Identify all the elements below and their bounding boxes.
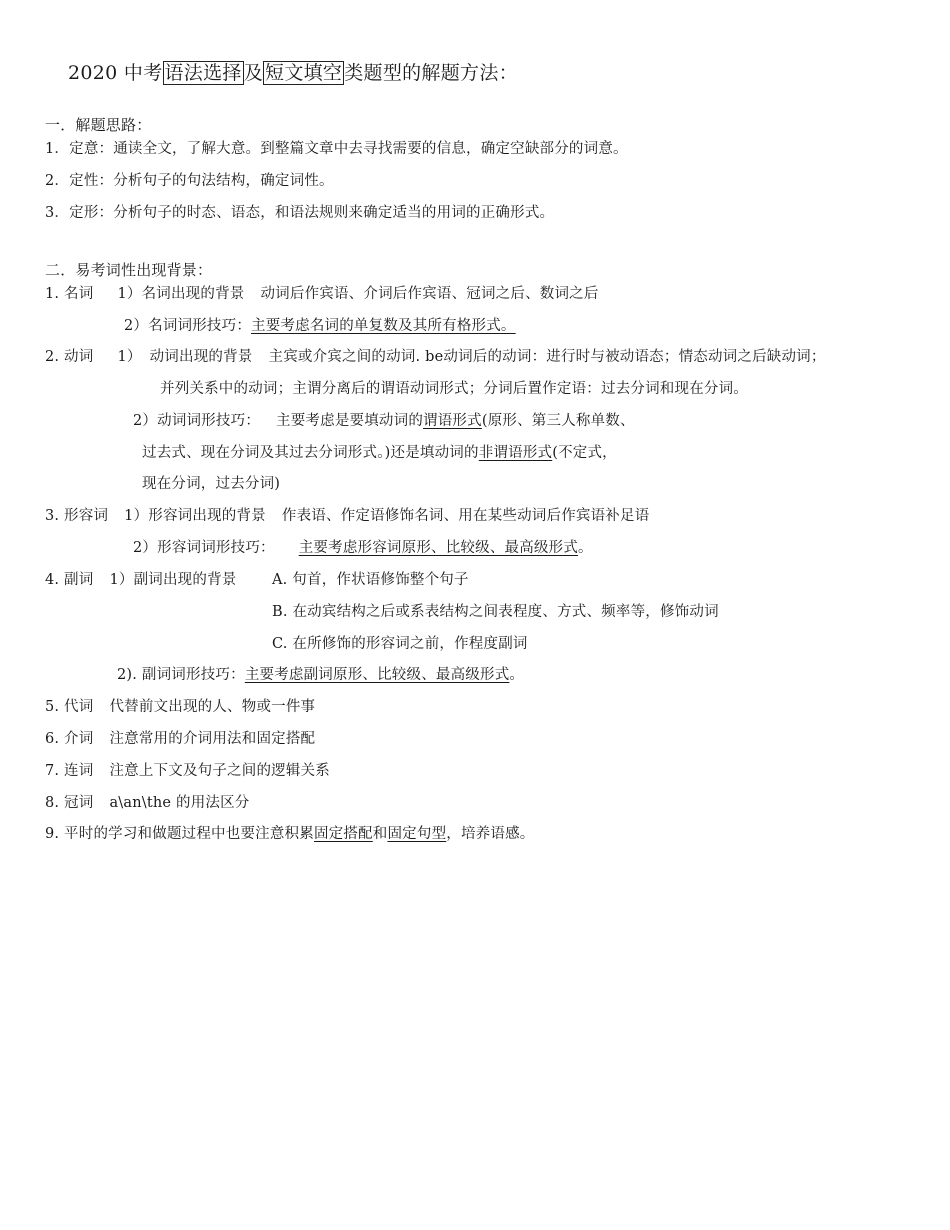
verb-tip-predicate: 谓语形式 bbox=[423, 413, 482, 429]
page-title bbox=[68, 60, 518, 86]
adv-tip-text: 主要考虑副词原形、比较级、最高级形式 bbox=[244, 667, 510, 683]
pron-line bbox=[45, 697, 315, 717]
final-note-e: ，培养语感。 bbox=[446, 826, 535, 842]
noun-bg-label: 1）名词出现的背景 bbox=[117, 286, 245, 302]
verb-bg-label2: 动词出现的背景 bbox=[149, 349, 253, 365]
final-note-collocation: 固定搭配 bbox=[313, 826, 373, 842]
adv-option-c: C. 在所修饰的形容词之前，作程度副词 bbox=[272, 636, 528, 652]
verb-tip-line-2 bbox=[142, 443, 617, 463]
article-line bbox=[45, 793, 250, 813]
prep-text: 注意常用的介词用法和固定搭配 bbox=[109, 731, 316, 747]
adv-bg-label: 1）副词出现的背景 bbox=[109, 572, 237, 588]
adj-bg-text: 作表语、作定语修饰名词、用在某些动词后作宾语补足语 bbox=[281, 508, 650, 524]
verb-tip-line bbox=[133, 411, 635, 431]
pron-text: 代替前文出现的人、物或一件事 bbox=[109, 699, 316, 715]
section1-heading: 一．解题思路： bbox=[45, 116, 152, 134]
adj-bg-label: 1）形容词出现的背景 bbox=[124, 508, 266, 524]
final-note-line bbox=[45, 824, 534, 844]
adj-tip-line bbox=[133, 538, 593, 558]
verb-tip-c: (原形、第三人称单数、 bbox=[481, 413, 635, 429]
verb-tip-line2-a: 过去式、现在分词及其过去分词形式。)还是填动词的 bbox=[142, 445, 479, 461]
adv-option-b: B. 在动宾结构之后或系表结构之间表程度、方式、频率等，修饰动词 bbox=[272, 604, 719, 620]
adj-background-line bbox=[45, 506, 649, 526]
adv-tip-end: 。 bbox=[509, 667, 525, 683]
verb-background-line bbox=[45, 347, 826, 367]
verb-tip-a: 主要考虑是要填动词的 bbox=[276, 413, 424, 429]
noun-background-line bbox=[45, 284, 599, 304]
section1-item-2: 2．定性：分析句子的句法结构，确定词性。 bbox=[45, 173, 334, 189]
adj-label: 3. 形容词 bbox=[45, 508, 109, 524]
verb-tip-nonpredicate: 非谓语形式 bbox=[478, 445, 553, 461]
adv-tip-line bbox=[117, 665, 524, 685]
prep-line bbox=[45, 729, 315, 749]
verb-tip-line-3: 现在分词，过去分词) bbox=[142, 476, 281, 492]
pron-label: 5. 代词 bbox=[45, 699, 94, 715]
article-text: a\an\the 的用法区分 bbox=[109, 795, 250, 811]
title-mid: 及 bbox=[243, 62, 264, 84]
title-suffix: 类题型的解题方法： bbox=[344, 62, 518, 84]
final-note-a: 9. 平时的学习和做题过程中也要注意积累 bbox=[45, 826, 314, 842]
noun-bg-text: 动词后作宾语、介词后作宾语、冠词之后、数词之后 bbox=[260, 286, 599, 302]
title-boxed-cloze: 短文填空 bbox=[265, 62, 343, 84]
section2-heading: 二．易考词性出现背景： bbox=[45, 261, 213, 279]
verb-tip-label: 2）动词词形技巧： bbox=[133, 413, 261, 429]
section1-item-1: 1．定意：通读全文，了解大意。到整篇文章中去寻找需要的信息，确定空缺部分的词意。 bbox=[45, 141, 628, 157]
final-note-c: 和 bbox=[372, 826, 388, 842]
verb-bg-text: 主宾或介宾之间的动词. be动词后的动词：进行时与被动语态；情态动词之后缺动词； bbox=[268, 349, 826, 365]
verb-bg-label: 1） bbox=[117, 349, 142, 365]
adv-option-a: A. 句首，作状语修饰整个句子 bbox=[272, 572, 469, 588]
title-boxed-grammar: 语法选择 bbox=[164, 62, 242, 84]
conj-text: 注意上下文及句子之间的逻辑关系 bbox=[109, 763, 330, 779]
adj-tip-label: 2）形容词词形技巧： bbox=[133, 540, 275, 556]
noun-tip-label: 2）名词词形技巧： bbox=[124, 318, 252, 334]
noun-label: 1. 名词 bbox=[45, 286, 94, 302]
final-note-sentence-pattern: 固定句型 bbox=[387, 826, 447, 842]
verb-label: 2. 动词 bbox=[45, 349, 94, 365]
adv-tip-label: 2). 副词词形技巧： bbox=[117, 667, 245, 683]
adj-tip-text: 主要考虑形容词原形、比较级、最高级形式 bbox=[298, 540, 579, 556]
prep-label: 6. 介词 bbox=[45, 731, 94, 747]
verb-background-line-2: 并列关系中的动词；主谓分离后的谓语动词形式；分词后置作定语：过去分词和现在分词。 bbox=[160, 381, 748, 397]
conj-line bbox=[45, 761, 330, 781]
adv-background-line bbox=[45, 570, 236, 590]
adj-tip-end: 。 bbox=[578, 540, 593, 556]
section1-item-3: 3．定形：分析句子的时态、语态，和语法规则来确定适当的用词的正确形式。 bbox=[45, 205, 555, 221]
verb-tip-line2-c: (不定式， bbox=[552, 445, 617, 461]
noun-tip-text: 主要考虑名词的单复数及其所有格形式。 bbox=[251, 318, 516, 334]
noun-tip-line bbox=[124, 316, 516, 336]
adv-label: 4. 副词 bbox=[45, 572, 94, 588]
conj-label: 7. 连词 bbox=[45, 763, 94, 779]
title-prefix: 2020 中考 bbox=[68, 62, 163, 84]
article-label: 8. 冠词 bbox=[45, 795, 94, 811]
